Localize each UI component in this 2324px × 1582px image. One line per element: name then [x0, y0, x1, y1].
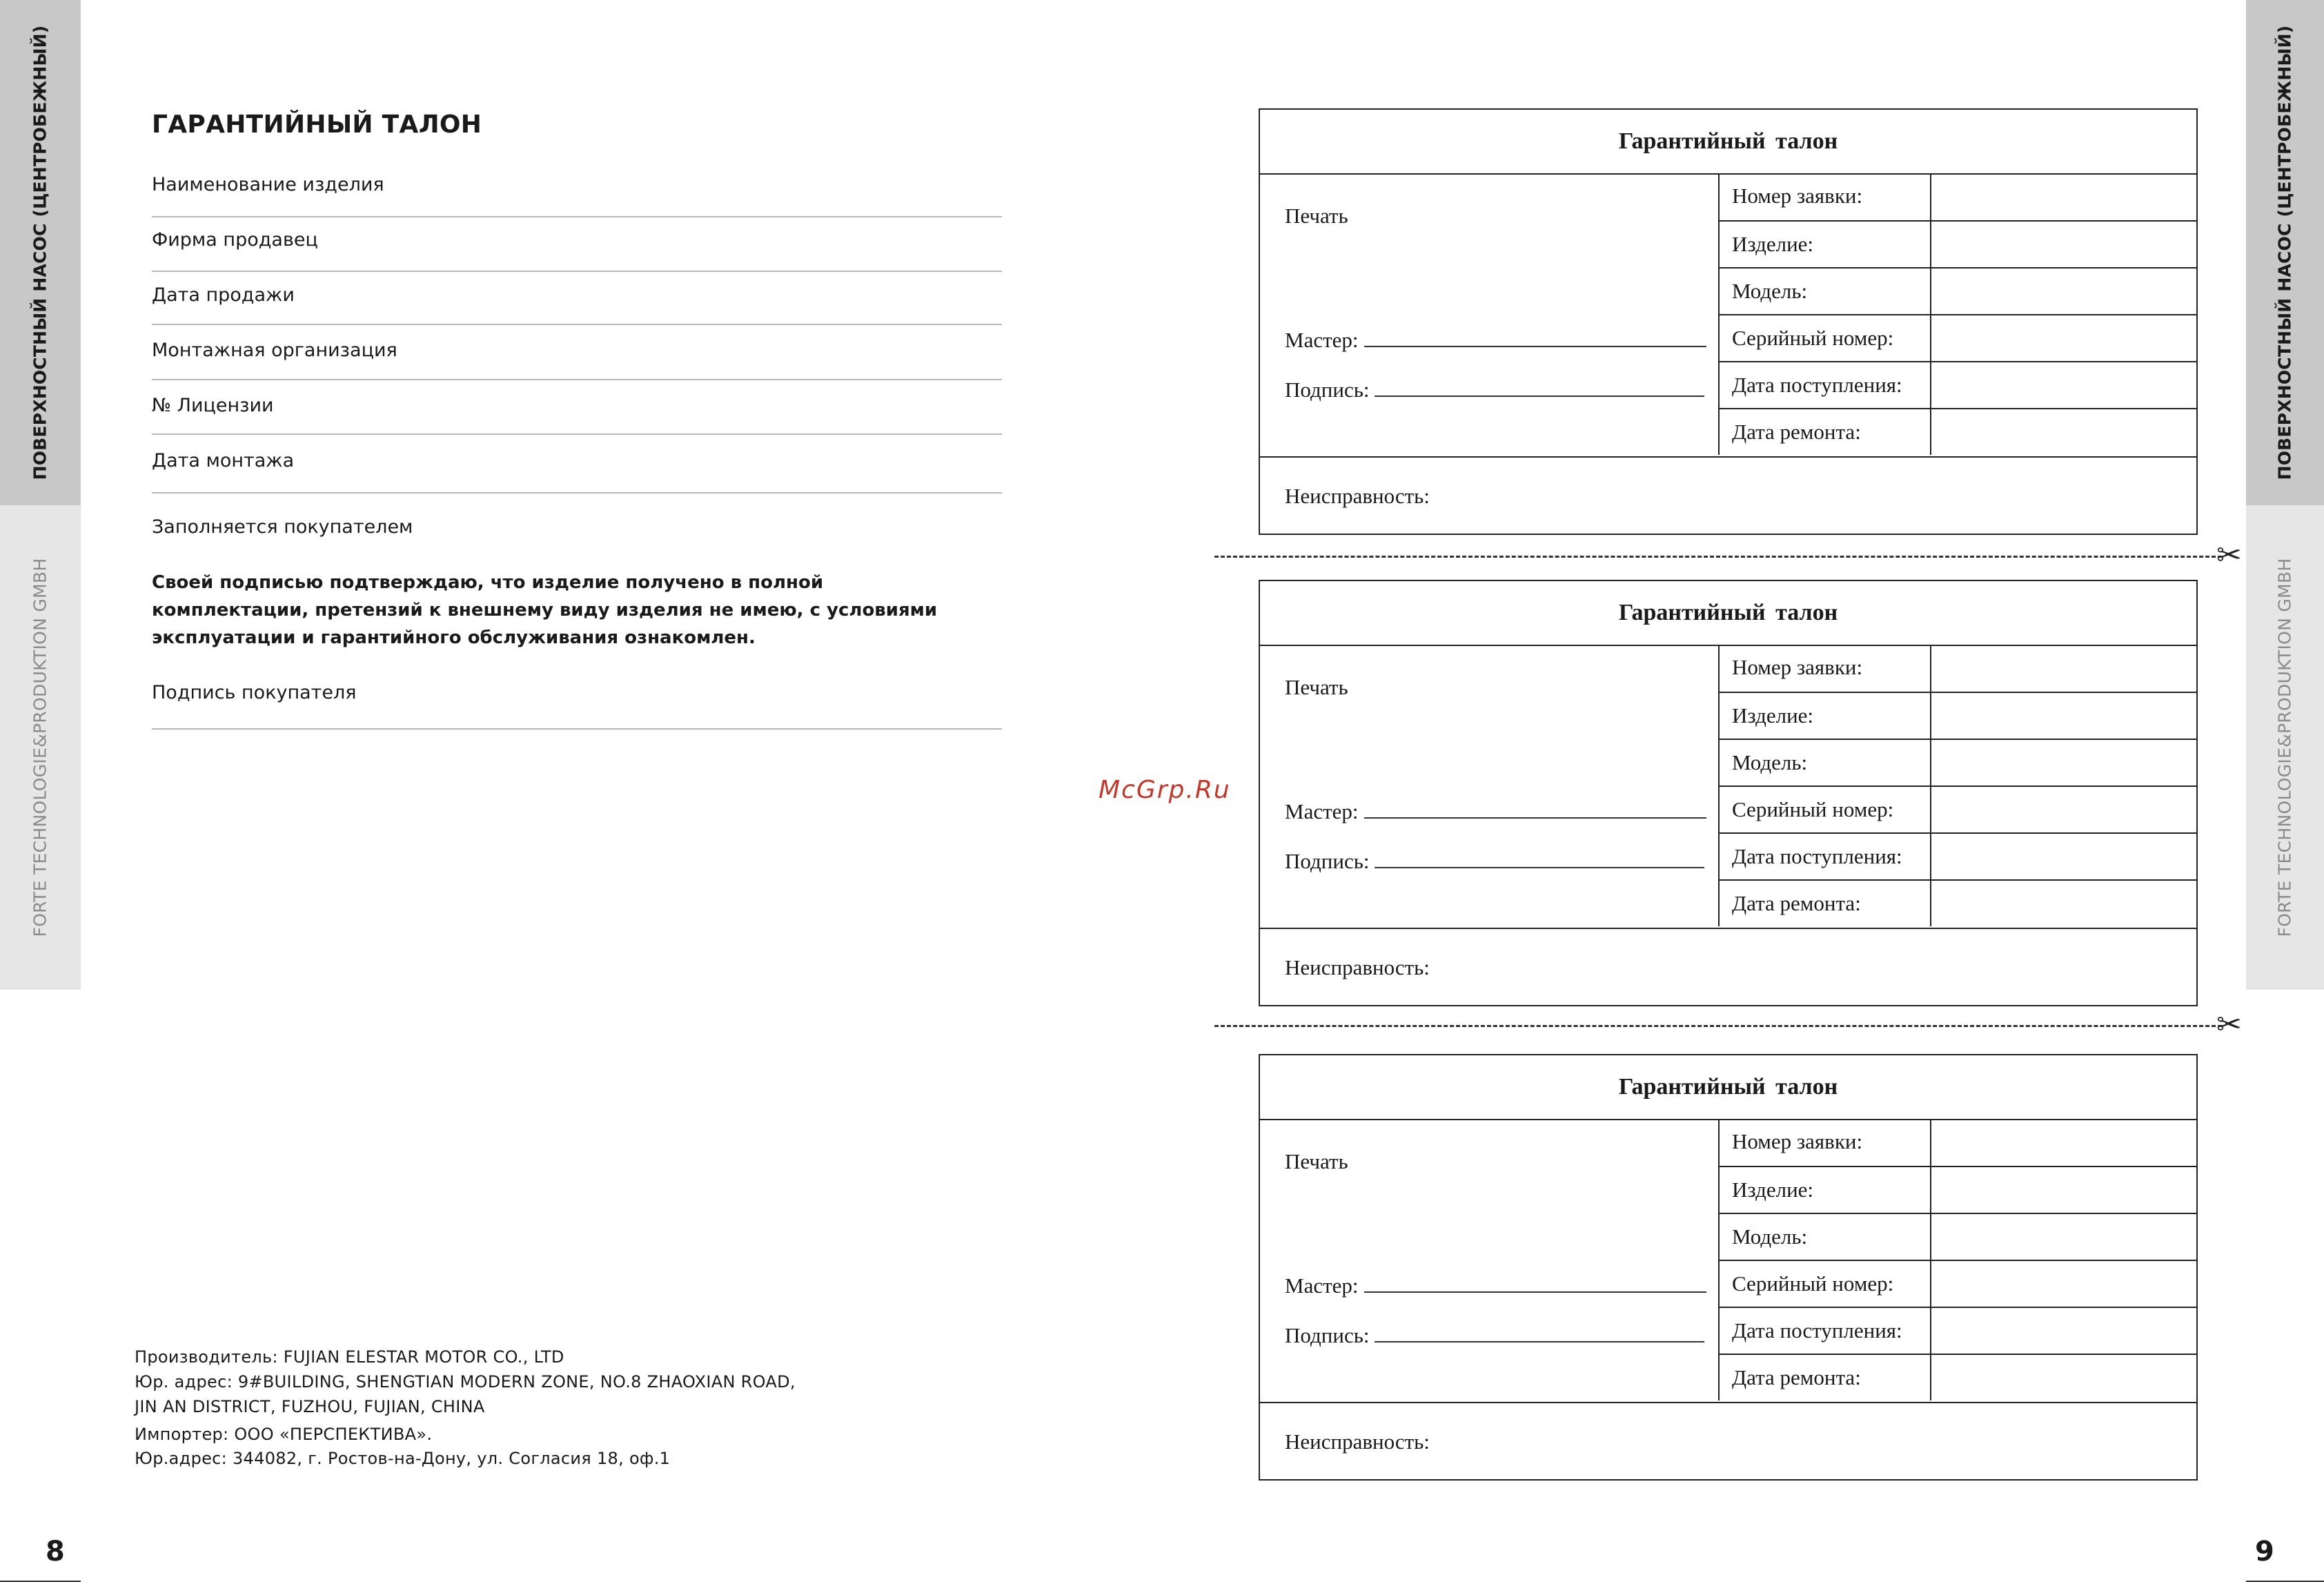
- coupon-title: Гарантийный талон: [1260, 110, 2196, 175]
- footer-legal-address-1: Юр. адрес: 9#BUILDING, SHENGTIAN MODERN ZONE, NO.8 ZHAOXIAN ROAD,: [135, 1372, 796, 1391]
- footer-legal-address-2: JIN AN DISTRICT, FUZHOU, FUJIAN, CHINA: [135, 1397, 485, 1416]
- warranty-form-title: ГАРАНТИЙНЫЙ ТАЛОН: [152, 110, 482, 139]
- coupon-row-value[interactable]: [1933, 693, 2198, 739]
- coupon-fault-field[interactable]: [1260, 1402, 2196, 1479]
- coupon-row-divider: [1930, 645, 1931, 692]
- coupon-row-divider: [1930, 881, 1931, 926]
- coupon-row-value[interactable]: [1933, 1167, 2198, 1213]
- coupon-row-divider: [1930, 1119, 1931, 1166]
- right-section-title: ПОВЕРХНОСТНЫЙ НАСОС (ЦЕНТРОБЕЖНЫЙ): [2274, 25, 2295, 480]
- coupon-row-value[interactable]: [1933, 173, 2198, 220]
- coupon-signature-line[interactable]: [1375, 1320, 1704, 1342]
- field-install-date: Дата монтажа: [152, 450, 295, 471]
- coupon-fault-label: Неисправность:: [1285, 484, 1430, 508]
- coupon-row-label: Изделие:: [1732, 232, 1814, 256]
- field-seller: Фирма продавец: [152, 229, 318, 251]
- coupon-row: [1718, 785, 2198, 832]
- coupon-row-label: Модель:: [1732, 750, 1808, 774]
- coupon-row: [1718, 1354, 2198, 1400]
- coupon-row-label: Изделие:: [1732, 703, 1814, 727]
- field-product-name: Наименование изделия: [152, 174, 384, 195]
- coupon-row-divider: [1930, 315, 1931, 361]
- coupon-row-divider: [1930, 268, 1931, 314]
- coupon-row-label: Номер заявки:: [1732, 184, 1863, 208]
- left-section-title: ПОВЕРХНОСТНЫЙ НАСОС (ЦЕНТРОБЕЖНЫЙ): [30, 25, 50, 480]
- coupon-row-value[interactable]: [1933, 881, 2198, 926]
- coupon-row-value[interactable]: [1933, 1119, 2198, 1166]
- coupon-row: [1718, 314, 2198, 361]
- coupon-row-value[interactable]: [1933, 1308, 2198, 1354]
- warranty-coupon: [1259, 108, 2198, 535]
- coupon-row-divider: [1930, 787, 1931, 832]
- coupon-signature-line[interactable]: [1375, 375, 1704, 397]
- field-line-license[interactable]: [152, 433, 1002, 435]
- field-line-product-name[interactable]: [152, 216, 1002, 217]
- coupon-row-divider: [1930, 1308, 1931, 1354]
- field-line-sale-date[interactable]: [152, 324, 1002, 325]
- coupon-master-line[interactable]: [1364, 797, 1706, 819]
- left-brand-name: FORTE TECHNOLOGIE&PRODUKTION GMBH: [30, 558, 50, 937]
- coupon-master-line[interactable]: [1364, 325, 1706, 347]
- coupon-row-divider: [1930, 834, 1931, 879]
- coupon-row-label: Серийный номер:: [1732, 1271, 1894, 1296]
- coupon-row-label: Модель:: [1732, 1224, 1808, 1249]
- coupon-row-label: Дата ремонта:: [1732, 891, 1861, 915]
- footer-manufacturer: Производитель: FUJIAN ELESTAR MOTOR CO., LTD: [135, 1347, 564, 1367]
- field-line-seller[interactable]: [152, 271, 1002, 272]
- field-line-installer[interactable]: [152, 379, 1002, 380]
- coupon-row-value[interactable]: [1933, 1214, 2198, 1260]
- coupon-row: [1718, 1260, 2198, 1307]
- watermark: McGrp.Ru: [1099, 776, 1231, 804]
- coupon-row: [1718, 1307, 2198, 1354]
- coupon-fault-label: Неисправность:: [1285, 955, 1430, 979]
- field-license: № Лицензии: [152, 395, 274, 416]
- coupon-row: [1718, 1213, 2198, 1260]
- coupon-row-label: Номер заявки:: [1732, 655, 1863, 679]
- coupon-row-divider: [1930, 362, 1931, 408]
- coupon-row: [1718, 361, 2198, 408]
- coupon-fault-label: Неисправность:: [1285, 1429, 1430, 1454]
- field-sale-date: Дата продажи: [152, 284, 295, 306]
- left-page-number: 8: [46, 1536, 65, 1568]
- buyer-note: Заполняется покупателем: [152, 516, 413, 538]
- coupon-row-label: Дата поступления:: [1732, 844, 1902, 868]
- coupon-row: [1718, 645, 2198, 692]
- coupon-row: [1718, 267, 2198, 314]
- coupon-signature-label: Подпись:: [1285, 378, 1370, 402]
- coupon-row-value[interactable]: [1933, 740, 2198, 785]
- coupon-row-label: Дата поступления:: [1732, 1318, 1902, 1342]
- coupon-row-label: Дата поступления:: [1732, 373, 1902, 397]
- coupon-title: Гарантийный талон: [1260, 581, 2196, 646]
- cut-line: [1214, 556, 2222, 558]
- coupon-row-divider: [1930, 409, 1931, 455]
- coupon-master-line[interactable]: [1364, 1271, 1706, 1293]
- coupon-stamp-label: Печать: [1285, 204, 1348, 228]
- coupon-row-value[interactable]: [1933, 362, 2198, 408]
- coupon-row-divider: [1930, 1355, 1931, 1400]
- coupon-row-label: Серийный номер:: [1732, 797, 1894, 821]
- buyer-signature-label: Подпись покупателя: [152, 682, 357, 703]
- coupon-row-label: Дата ремонта:: [1732, 1365, 1861, 1389]
- coupon-signature-line[interactable]: [1375, 846, 1704, 868]
- warranty-coupon: [1259, 580, 2198, 1006]
- coupon-row-divider: [1930, 222, 1931, 267]
- footer-importer: Импортер: ООО «ПЕРСПЕКТИВА».: [135, 1425, 433, 1444]
- coupon-signature-label: Подпись:: [1285, 849, 1370, 873]
- coupon-row-label: Модель:: [1732, 279, 1808, 303]
- cut-line: [1214, 1025, 2222, 1027]
- coupon-row-value[interactable]: [1933, 834, 2198, 879]
- coupon-row-divider: [1930, 1167, 1931, 1213]
- scissors-icon: ✂: [2216, 538, 2242, 573]
- coupon-row: [1718, 832, 2198, 879]
- right-brand-name: FORTE TECHNOLOGIE&PRODUKTION GMBH: [2274, 558, 2295, 937]
- confirmation-text: Своей подписью подтверждаю, что изделие получено в полной комплектации, претензий к внешнему виду изделия не имею, с условиями эксплуатации и гарантийного обслуживания ознакомлен.: [152, 572, 938, 648]
- coupon-stamp-label: Печать: [1285, 1149, 1348, 1173]
- warranty-coupon: [1259, 1054, 2198, 1481]
- coupon-row-value[interactable]: [1933, 645, 2198, 692]
- coupon-master-label: Мастер:: [1285, 328, 1359, 352]
- scissors-icon: ✂: [2216, 1007, 2242, 1042]
- coupon-fault-field[interactable]: [1260, 928, 2196, 1005]
- coupon-fault-field[interactable]: [1260, 456, 2196, 534]
- coupon-row: [1718, 408, 2198, 455]
- coupon-signature-label: Подпись:: [1285, 1323, 1370, 1347]
- coupon-row-value[interactable]: [1933, 409, 2198, 455]
- coupon-row: [1718, 692, 2198, 739]
- coupon-row: [1718, 173, 2198, 220]
- field-installer: Монтажная организация: [152, 340, 397, 361]
- coupon-row-value[interactable]: [1933, 1355, 2198, 1400]
- coupon-row-value[interactable]: [1933, 315, 2198, 361]
- coupon-row-value[interactable]: [1933, 222, 2198, 267]
- coupon-row-value[interactable]: [1933, 1261, 2198, 1307]
- coupon-row: [1718, 739, 2198, 785]
- field-line-install-date[interactable]: [152, 492, 1002, 494]
- coupon-row-value[interactable]: [1933, 268, 2198, 314]
- coupon-row-label: Изделие:: [1732, 1178, 1814, 1202]
- coupon-row-divider: [1930, 740, 1931, 785]
- coupon-row-divider: [1930, 693, 1931, 739]
- footer-importer-address: Юр.адрес: 344082, г. Ростов-на-Дону, ул. Согласия 18, оф.1: [135, 1449, 671, 1468]
- coupon-row-value[interactable]: [1933, 787, 2198, 832]
- coupon-master-label: Мастер:: [1285, 799, 1359, 823]
- coupon-row-label: Серийный номер:: [1732, 326, 1894, 350]
- coupon-row-divider: [1930, 173, 1931, 220]
- coupon-title: Гарантийный талон: [1260, 1055, 2196, 1120]
- coupon-master-label: Мастер:: [1285, 1273, 1359, 1298]
- right-page-number: 9: [2255, 1536, 2274, 1568]
- coupon-stamp-label: Печать: [1285, 675, 1348, 699]
- coupon-row-label: Номер заявки:: [1732, 1129, 1863, 1153]
- coupon-row: [1718, 1119, 2198, 1166]
- coupon-row: [1718, 220, 2198, 267]
- coupon-row-label: Дата ремонта:: [1732, 420, 1861, 444]
- field-line-buyer-signature[interactable]: [152, 728, 1002, 730]
- coupon-row: [1718, 879, 2198, 926]
- coupon-row-divider: [1930, 1214, 1931, 1260]
- coupon-row-divider: [1930, 1261, 1931, 1307]
- coupon-row: [1718, 1166, 2198, 1213]
